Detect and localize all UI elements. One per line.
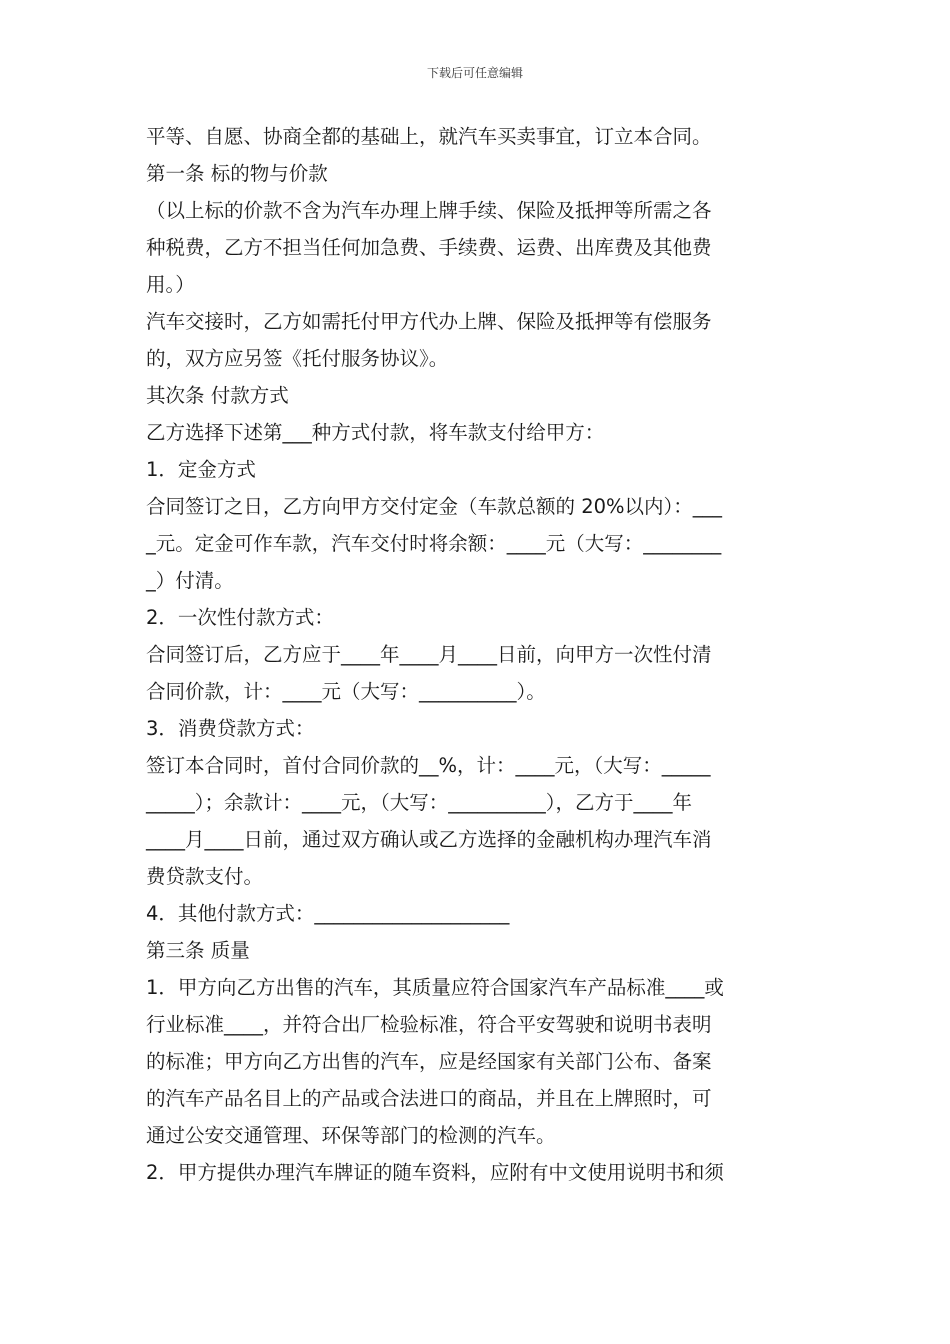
section-heading: 第三条 质量 bbox=[146, 939, 250, 962]
text-line: 行业标准____，并符合出厂检验标准，符合平安驾驶和说明书表明 bbox=[146, 1013, 712, 1036]
document-body bbox=[146, 118, 811, 1191]
text-line: 用。） bbox=[146, 273, 195, 296]
text-line: 种税费，乙方不担当任何加急费、手续费、运费、出库费及其他费 bbox=[146, 236, 712, 259]
list-item-heading: 4．其他付款方式：____________________ bbox=[146, 902, 510, 925]
text-line: 平等、自愿、协商全都的基础上，就汽车买卖事宜，订立本合同。 bbox=[146, 125, 712, 148]
section-heading: 第一条 标的物与价款 bbox=[146, 162, 328, 185]
text-line: 费贷款支付。 bbox=[146, 865, 264, 888]
text-line: 合同签订之日，乙方向甲方交付定金（车款总额的 20%以内）：___ bbox=[146, 495, 723, 518]
text-line: _____）；余款计：____元，（大写：__________），乙方于____年 bbox=[146, 791, 693, 814]
text-line: 2．甲方提供办理汽车牌证的随车资料，应附有中文使用说明书和须 bbox=[146, 1161, 724, 1184]
text-line: 1．甲方向乙方出售的汽车，其质量应符合国家汽车产品标准____或 bbox=[146, 976, 724, 999]
text-line: 合同价款，计：____元（大写：__________）。 bbox=[146, 680, 546, 703]
list-item-heading: 1．定金方式 bbox=[146, 458, 256, 481]
page-header: 下载后可任意编辑 bbox=[426, 66, 523, 80]
text-line: 合同签订后，乙方应于____年____月____日前，向甲方一次性付清 bbox=[146, 643, 712, 666]
text-line: 通过公安交通管理、环保等部门的检测的汽车。 bbox=[146, 1124, 556, 1147]
text-line: 汽车交接时，乙方如需托付甲方代办上牌、保险及抵押等有偿服务 bbox=[146, 310, 712, 333]
text-line: ____月____日前，通过双方确认或乙方选择的金融机构办理汽车消 bbox=[146, 828, 712, 851]
text-line: 签订本合同时，首付合同价款的__%，计：____元，（大写：_____ bbox=[146, 754, 711, 777]
text-line: 的标准；甲方向乙方出售的汽车，应是经国家有关部门公布、备案 bbox=[146, 1050, 712, 1073]
text-line: 的汽车产品名目上的产品或合法进口的商品，并且在上牌照时，可 bbox=[146, 1087, 712, 1110]
text-line: 的，双方应另签《托付服务协议》。 bbox=[146, 347, 449, 370]
section-heading: 其次条 付款方式 bbox=[146, 384, 289, 407]
text-line: （以上标的价款不含为汽车办理上牌手续、保险及抵押等所需之各 bbox=[146, 199, 712, 222]
list-item-heading: 2．一次性付款方式： bbox=[146, 606, 334, 629]
text-line: 乙方选择下述第___种方式付款，将车款支付给甲方： bbox=[146, 421, 605, 444]
text-line: _）付清。 bbox=[146, 569, 234, 592]
text-line: _元。定金可作车款，汽车交付时将余额：____元（大写：________ bbox=[146, 532, 722, 555]
list-item-heading: 3．消费贷款方式： bbox=[146, 717, 315, 740]
